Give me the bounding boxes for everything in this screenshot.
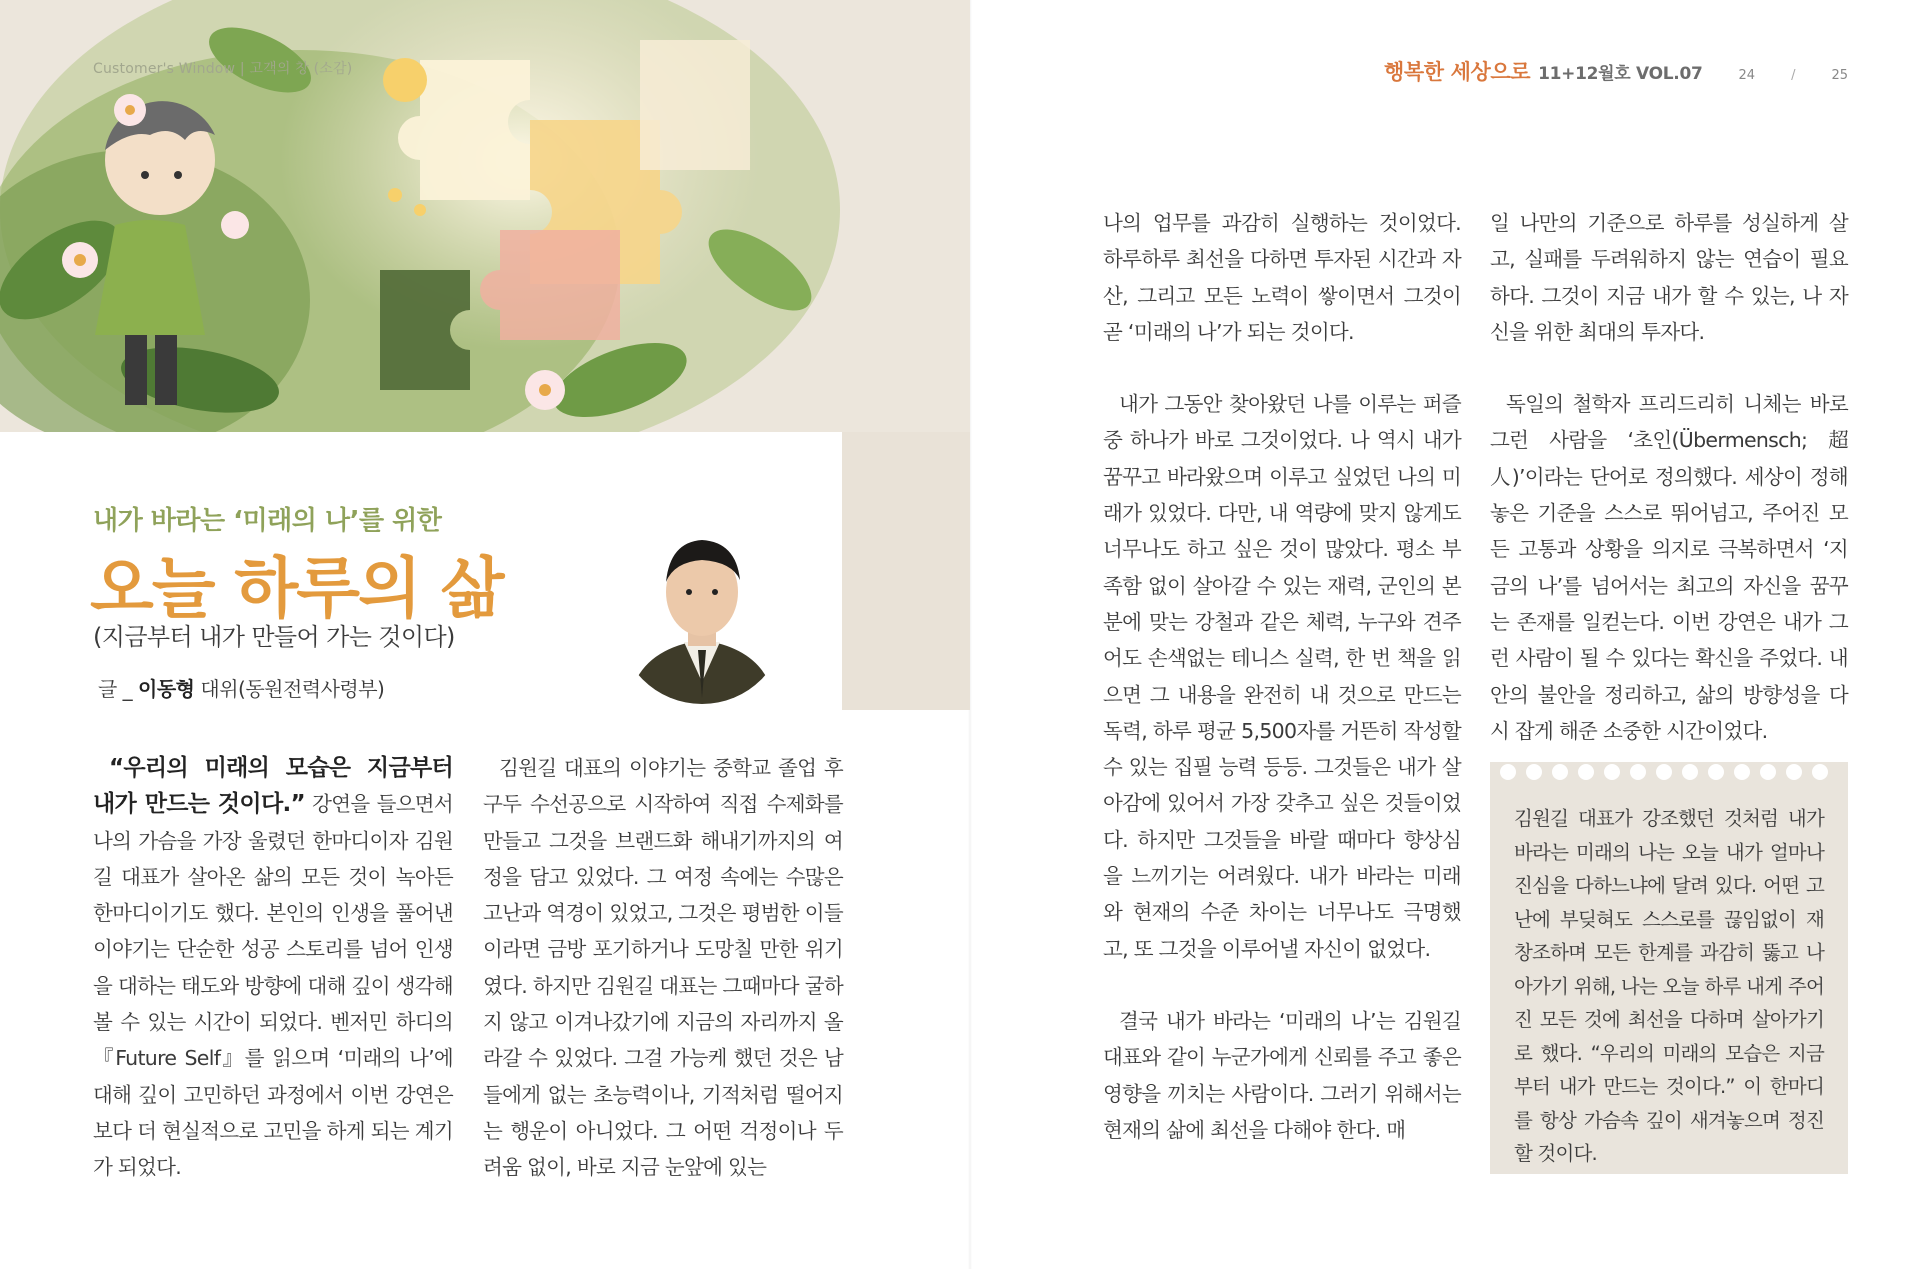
body-column-1 — [93, 750, 453, 1186]
body-text: 강연을 들으면서 나의 가슴을 가장 울렸던 한마디이자 김원길 대표가 살아온 삶의 모든 것이 녹아든 한마디이기도 했다. 본인의 인생을 풀어낸 이야기는 단순한 성공 스토리를 넘어 인생을 대하는 태도와 방향에 대해 깊이 생각해볼 수 있는 시간이 되었다. 벤저민 하디의 『Future Self』를 읽으며 ‘미래의 나’에 대해 깊이 고민하던 과정에서 이번 강연은 보다 더 현실적으로 고민을 하게 되는 계기가 되었다. — [93, 792, 454, 1180]
body-paragraph: 내가 그동안 찾아왔던 나를 이루는 퍼즐 중 하나가 바로 그것이었다. 나 역시 내가 꿈꾸고 바라왔으며 이루고 싶었던 나의 미래가 있었다. 다만, 내 역량에 맞지 않게도 너무나도 하고 싶은 것이 많았다. 평소 부족함 없이 살아갈 수 있는 재력, 군인의 본분에 맞는 강철과 같은 체력, 누구와 견주어도 손색없는 테니스 실력, 한 번 책을 읽으면 그 내용을 완전히 내 것으로 만드는 독력, 하루 평균 5,500자를 거뜬히 작성할 수 있는 집필 능력 등등. 그것들은 내가 살아감에 있어서 가장 갖추고 싶은 것들이었다. 하지만 그것들을 바랄 때마다 향상심을 느끼기는 어려웠다. 내가 바라는 미래와 현재의 수준 차이는 너무나도 극명했고, 또 그것을 이루어낼 자신이 없었다. — [1103, 392, 1461, 961]
running-header-right — [1384, 56, 1848, 86]
page-number-right: 25 — [1831, 68, 1848, 83]
author-affiliation: 대위(동원전력사령부) — [194, 677, 385, 701]
page-number-left: 24 — [1738, 68, 1756, 83]
body-column-3 — [1103, 205, 1461, 1148]
body-paragraph: 독일의 철학자 프리드리히 니체는 바로 그런 사람을 ‘초인(Übermensch; 超人)’이라는 단어로 정의했다. 세상이 정해놓은 기준을 스스로 뛰어넘고, 주어진 모든 고통과 상황을 의지로 극복하면서 ‘지금의 나’를 넘어서는 최고의 자신을 꿈꾸는 존재를 일컫는다. 이번 강연은 내가 그런 사람이 될 수 있다는 확신을 주었다. 내 안의 불안을 정리하고, 삶의 방향성을 다시 잡게 해준 소중한 시간이었다. — [1490, 392, 1848, 743]
body-paragraph: 나의 업무를 과감히 실행하는 것이었다. 하루하루 최선을 다하면 투자된 시간과 자산, 그리고 모든 노력이 쌓이면서 그것이 곧 ‘미래의 나’가 되는 것이다. — [1103, 211, 1461, 344]
body-paragraph: 결국 내가 바라는 ‘미래의 나’는 김원길 대표와 같이 누군가에게 신뢰를 주고 좋은 영향을 끼치는 사람이다. 그러기 위해서는 현재의 삶에 최선을 다해야 한다. 매 — [1103, 1008, 1461, 1142]
body-column-4 — [1490, 205, 1848, 749]
body-column-2 — [483, 750, 843, 1186]
note-binder-holes — [1490, 762, 1848, 788]
background-strip — [842, 432, 970, 710]
article-subtitle: (지금부터 내가 만들어 가는 것이다) — [93, 623, 455, 651]
note-text: 김원길 대표가 강조했던 것처럼 내가 바라는 미래의 나는 오늘 내가 얼마나 진심을 다하느냐에 달려 있다. 어떤 고난에 부딪혀도 스스로를 끊임없이 재창조하며 모든 한계를 과감히 뚫고 나아가기 위해, 나는 오늘 하루 내게 주어진 모든 것에 최선을 다하며 살아가기로 했다. “우리의 미래의 모습은 지금부터 내가 만드는 것이다.” 이 한마디를 항상 가슴속 깊이 새겨놓으며 정진할 것이다. — [1514, 807, 1824, 1165]
magazine-title: 행복한 세상으로 — [1384, 60, 1531, 84]
note-box — [1490, 762, 1848, 1174]
running-header-left: Customer's Window | 고객의 창 (소감) — [93, 61, 353, 77]
author-name: 이동형 — [138, 677, 195, 701]
body-paragraph — [93, 750, 453, 1186]
author-portrait — [618, 500, 786, 710]
lead-quote: “우리의 미래의 모습은 지금부터 내가 만드는 것이다.” — [93, 755, 453, 818]
body-paragraph: 일 나만의 기준으로 하루를 성실하게 살고, 실패를 두려워하지 않는 연습이 필요하다. 그것이 지금 내가 할 수 있는, 나 자신을 위한 최대의 투자다. — [1490, 211, 1848, 344]
article-title: 오늘 하루의 삶 — [90, 550, 503, 627]
portrait-graphic — [618, 500, 786, 710]
binder-holes-graphic — [1490, 762, 1848, 788]
body-paragraph: 김원길 대표의 이야기는 중학교 졸업 후 구두 수선공으로 시작하여 직접 수제화를 만들고 그것을 브랜드화 해내기까지의 여정을 담고 있었다. 그 여정 속에는 수많은 고난과 역경이 있었고, 그것은 평범한 이들이라면 금방 포기하거나 도망칠 만한 위기였다. 하지만 김원길 대표는 그때마다 굴하지 않고 이겨나갔기에 지금의 자리까지 올라갈 수 있었다. 그걸 가능케 했던 것은 남들에게 없는 초능력이나, 기적처럼 떨어지는 행운이 아니었다. 그 어떤 걱정이나 두려움 없이, 바로 지금 눈앞에 있는 — [483, 756, 843, 1180]
issue-label: 11+12월호 VOL.07 — [1538, 64, 1703, 84]
page-separator: / — [1791, 68, 1796, 83]
article-kicker: 내가 바라는 ‘미래의 나’를 위한 — [93, 506, 442, 536]
article-byline — [98, 673, 384, 702]
byline-prefix: 글 _ — [98, 677, 139, 701]
